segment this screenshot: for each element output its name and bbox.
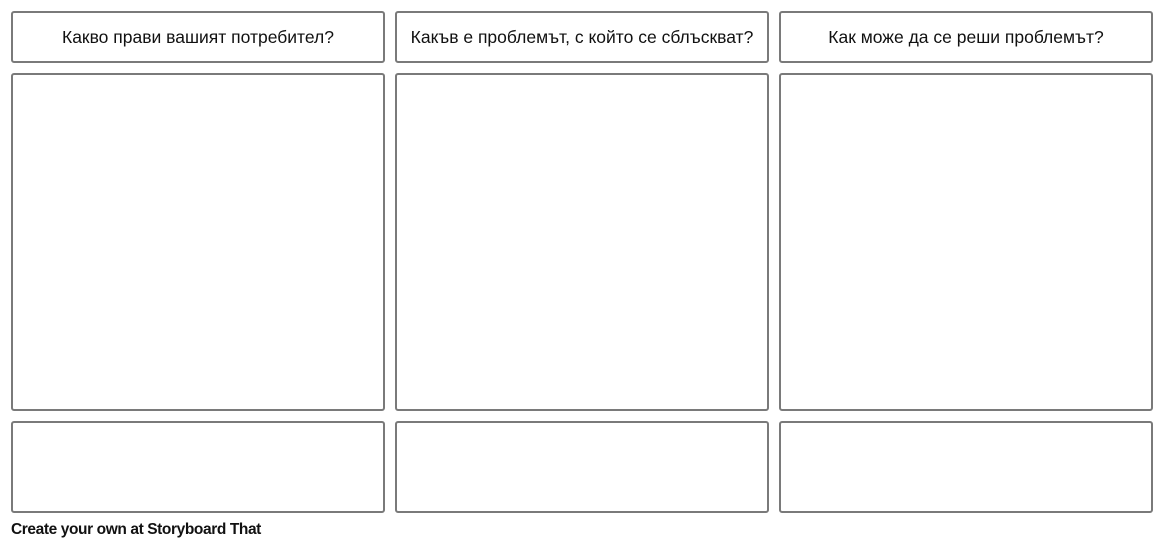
- cell-title-text: Какъв е проблемът, с който се сблъскват?: [410, 26, 754, 47]
- storyboard-that-credit[interactable]: Create your own at Storyboard That: [11, 521, 261, 538]
- cell-description-2[interactable]: [395, 421, 769, 513]
- cell-image-3[interactable]: [779, 73, 1153, 411]
- storyboard-grid: [11, 11, 1153, 513]
- storyboard-column-2: [395, 11, 769, 513]
- storyboard-column-1: [11, 11, 385, 513]
- cell-title-text: Какво прави вашият потребител?: [62, 26, 334, 47]
- cell-description-3[interactable]: [779, 421, 1153, 513]
- cell-title-text: Как може да се реши проблемът?: [828, 26, 1104, 47]
- storyboard-column-3: [779, 11, 1153, 513]
- cell-title-2[interactable]: [395, 11, 769, 63]
- cell-title-3[interactable]: [779, 11, 1153, 63]
- cell-image-2[interactable]: [395, 73, 769, 411]
- cell-description-1[interactable]: [11, 421, 385, 513]
- cell-title-1[interactable]: [11, 11, 385, 63]
- cell-image-1[interactable]: [11, 73, 385, 411]
